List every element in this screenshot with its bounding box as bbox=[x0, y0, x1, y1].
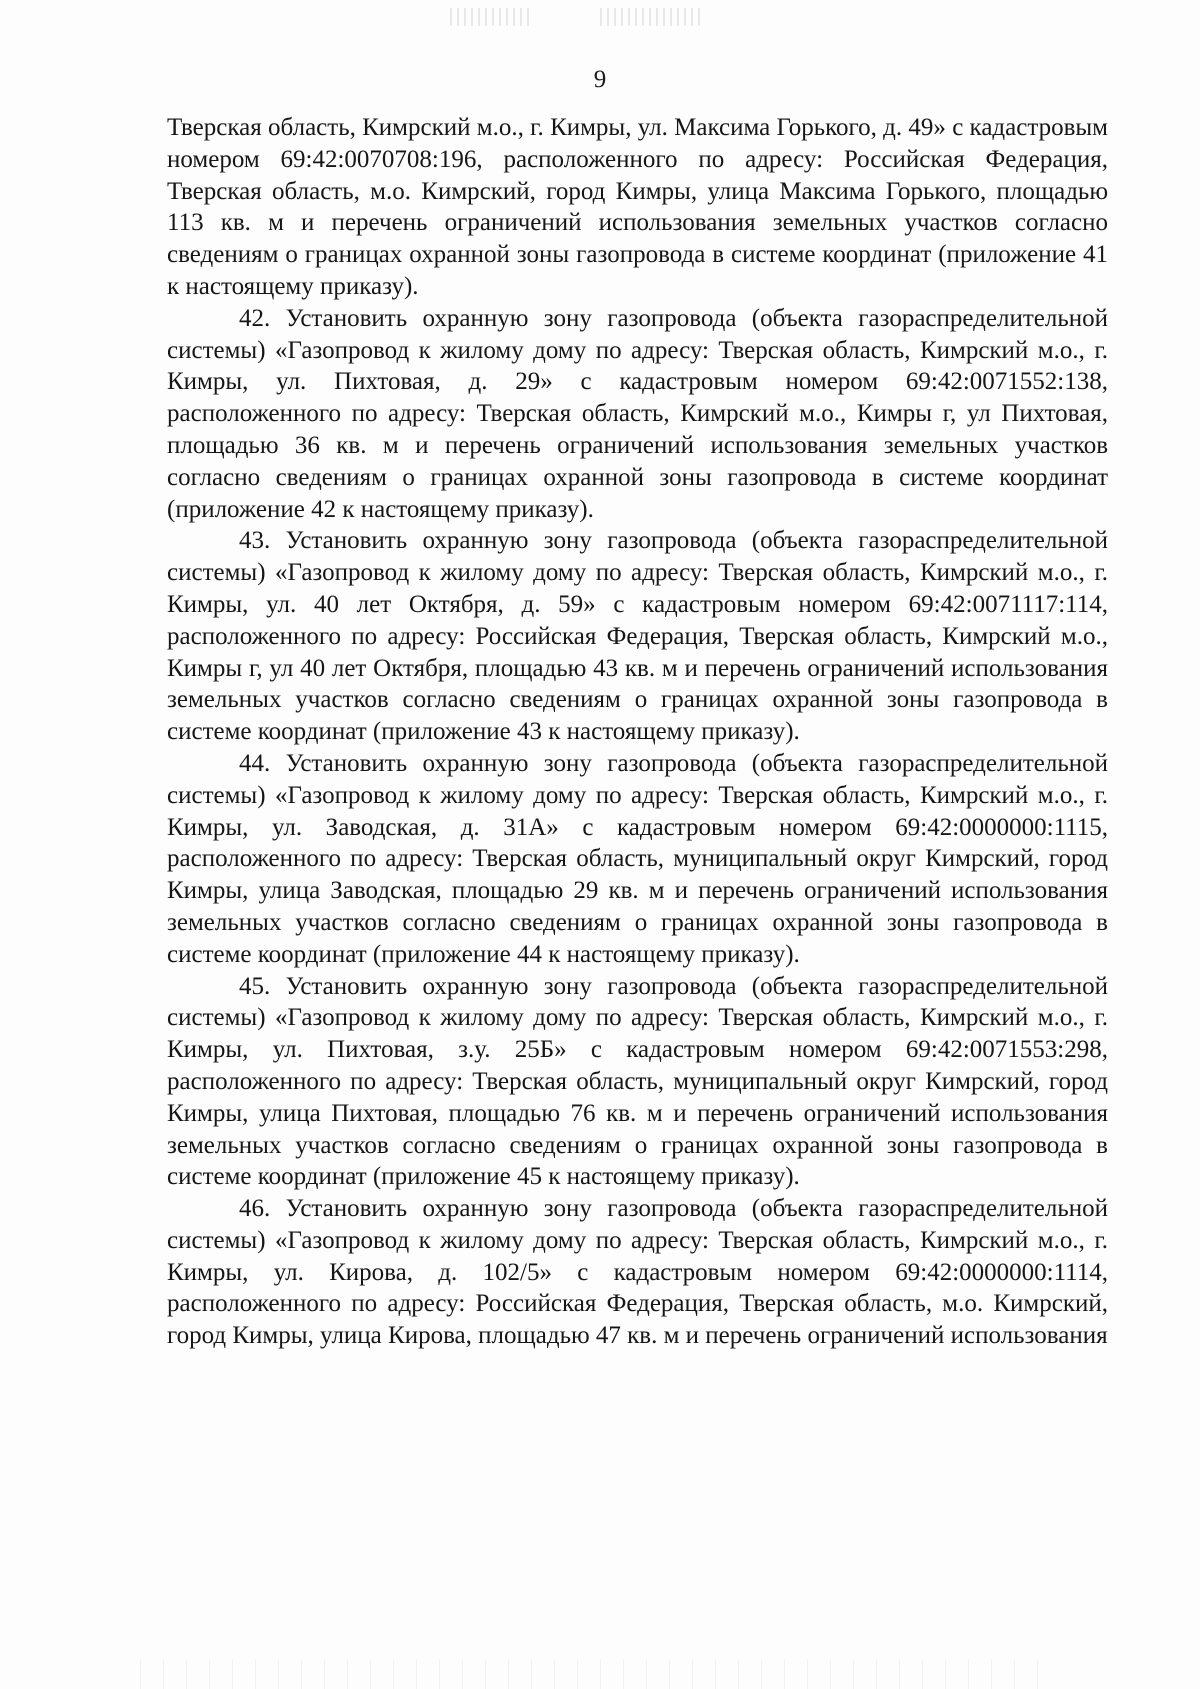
scan-artifact bbox=[450, 8, 530, 26]
paragraph-item-45: 45. Установить охранную зону газопровода (объекта газораспределительной системы) «Газопровод к жилому дому по адресу: Тверская область, Кимрский м.о., г. Кимры, ул. Пихтовая, з.у. 25Б» с кадастровым номером 69:42:0071553:298, расположенного по адресу: Тверская область, муниципальный округ Кимрский, город Кимры, улица Пихтовая, площадью 76 кв. м и перечень ограничений использования земельных участков согласно сведениям о границах охранной зоны газопровода в системе координат (приложение 45 к настоящему приказу). bbox=[167, 972, 1108, 1191]
page-number: 9 bbox=[593, 66, 607, 93]
scan-artifact bbox=[600, 8, 700, 26]
paragraph-item-46: 46. Установить охранную зону газопровода (объекта газораспределительной системы) «Газопровод к жилому дому по адресу: Тверская область, Кимрский м.о., г. Кимры, ул. Кирова, д. 102/5» с кадастровым номером 69:42:0000000:1114, расположенного по адресу: Российская Федерация, Тверская область, м.о. Кимрский, город Кимры, улица Кирова, площадью 47 кв. м и перечень ограничений использования bbox=[167, 1195, 1108, 1350]
paragraph-item-44: 44. Установить охранную зону газопровода (объекта газораспределительной системы) «Газопровод к жилому дому по адресу: Тверская область, Кимрский м.о., г. Кимры, ул. Заводская, д. 31А» с кадастровым номером 69:42:0000000:1115, расположенного по адресу: Тверская область, муниципальный округ Кимрский, город Кимры, улица Заводская, площадью 29 кв. м и перечень ограничений использования земельных участков согласно сведениям о границах охранной зоны газопровода в системе координат (приложение 44 к настоящему приказу). bbox=[167, 749, 1108, 968]
paragraph-continuation: Тверская область, Кимрский м.о., г. Кимры, ул. Максима Горького, д. 49» с кадастровым номером 69:42:0070708:196, расположенного по адресу: Российская Федерация, Тверская область, м.о. Кимрский, город Кимры, улица Максима Горького, площадью 113 кв. м и перечень ограничений использования земельных участков согласно сведениям о границах охранной зоны газопровода в системе координат (приложение 41 к настоящему приказу). bbox=[167, 114, 1108, 300]
scan-artifact bbox=[140, 1659, 1060, 1689]
paragraph-item-42: 42. Установить охранную зону газопровода (объекта газораспределительной системы) «Газопровод к жилому дому по адресу: Тверская область, Кимрский м.о., г. Кимры, ул. Пихтовая, д. 29» с кадастровым номером 69:42:0071552:138, расположенного по адресу: Тверская область, Кимрский м.о., Кимры г, ул Пихтовая, площадью 36 кв. м и перечень ограничений использования земельных участков согласно сведениям о границах охранной зоны газопровода в системе координат (приложение 42 к настоящему приказу). bbox=[167, 304, 1108, 523]
paragraph-item-43: 43. Установить охранную зону газопровода (объекта газораспределительной системы) «Газопровод к жилому дому по адресу: Тверская область, Кимрский м.о., г. Кимры, ул. 40 лет Октября, д. 59» с кадастровым номером 69:42:0071117:114, расположенного по адресу: Российская Федерация, Тверская область, Кимрский м.о., Кимры г, ул 40 лет Октября, площадью 43 кв. м и перечень ограничений использования земельных участков согласно сведениям о границах охранной зоны газопровода в системе координат (приложение 43 к настоящему приказу). bbox=[167, 527, 1108, 746]
document-body bbox=[167, 112, 1108, 1352]
